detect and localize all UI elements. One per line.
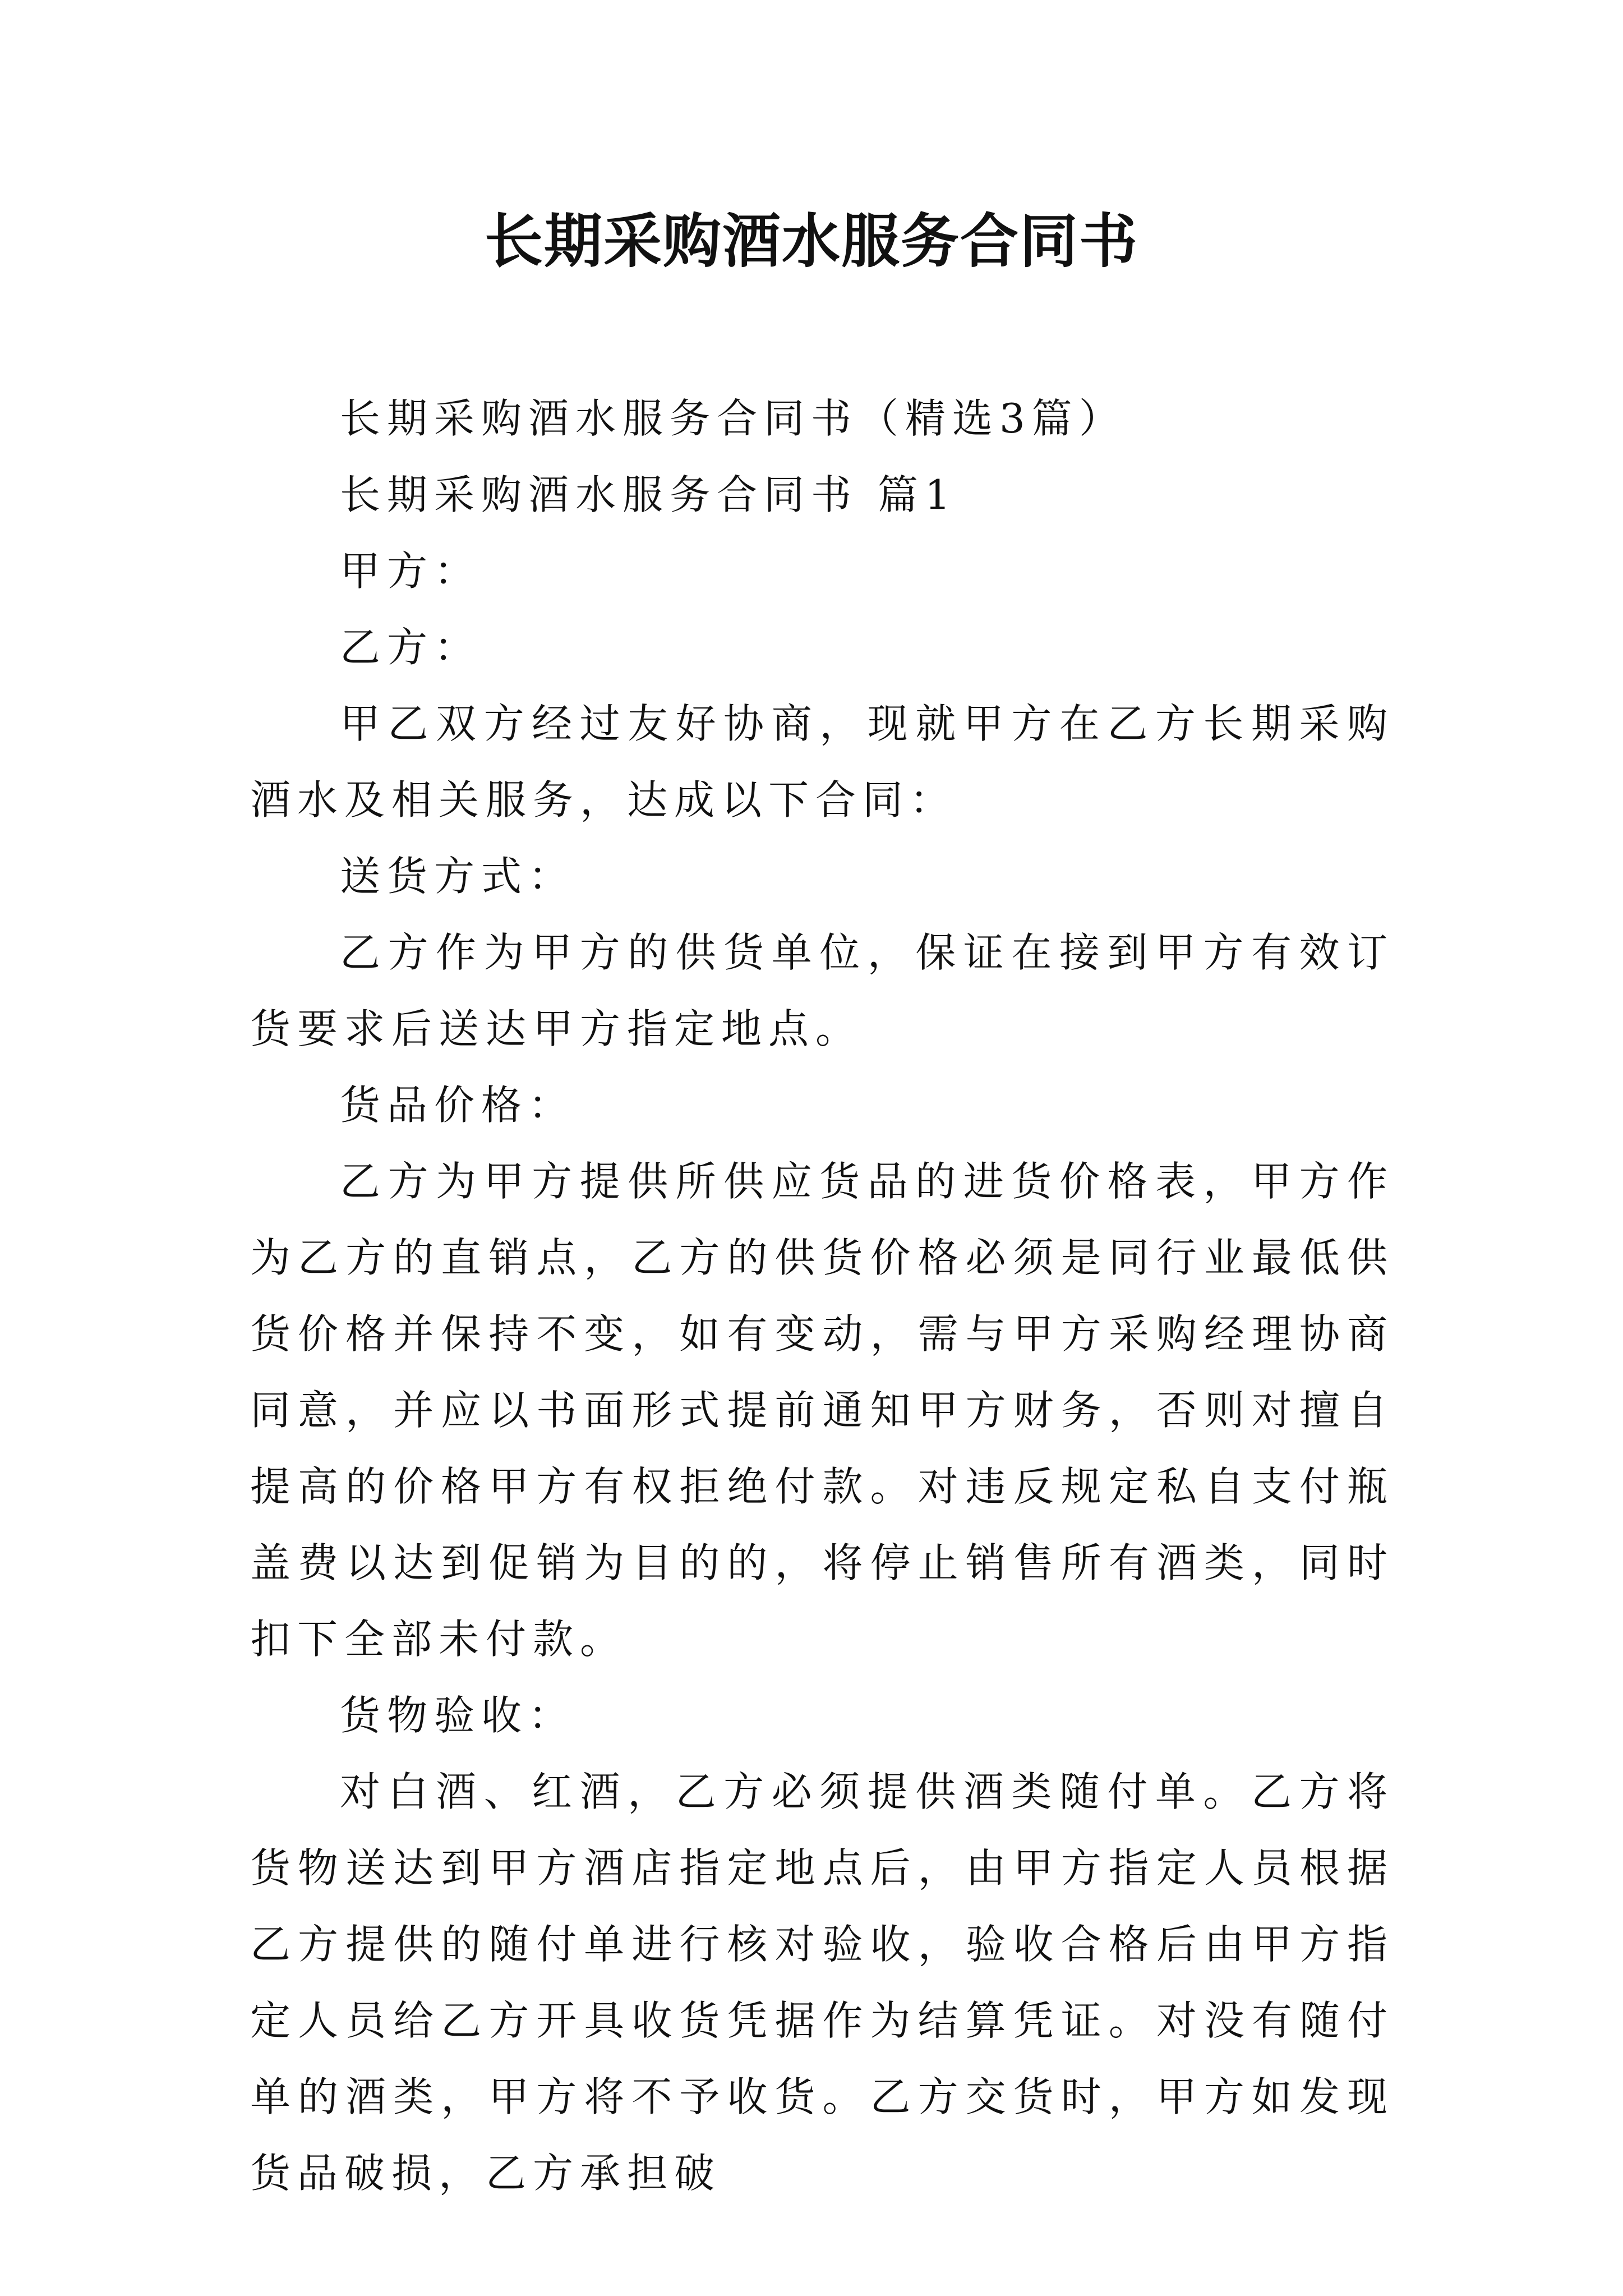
document-body: [250, 380, 1394, 2211]
paragraph-preamble: 甲乙双方经过友好协商，现就甲方在乙方长期采购酒水及相关服务，达成以下合同：: [250, 700, 1394, 823]
paragraph-price-text: 乙方为甲方提供所供应货品的进货价格表，甲方作为乙方的直销点，乙方的供货价格必须是同行业最低供货价格并保持不变，如有变动，需与甲方采购经理协商同意，并应以书面形式提前通知甲方财务，否则对擅自提高的价格甲方有权拒绝付款。对违反规定私自支付瓶盖费以达到促销为目的的，将停止销售所有酒类，同时扣下全部未付款。: [250, 1158, 1394, 1663]
paragraph-inspection-heading: 货物验收：: [340, 1692, 576, 1739]
paragraph-delivery-text: 乙方作为甲方的供货单位，保证在接到甲方有效订货要求后送达甲方指定地点。: [250, 929, 1394, 1052]
document-title: 长期采购酒水服务合同书: [484, 206, 1138, 275]
paragraph-party-a: 甲方：: [340, 547, 482, 595]
paragraph-section-heading: 长期采购酒水服务合同书 篇1: [340, 471, 957, 518]
paragraph-inspection-text: 对白酒、红酒，乙方必须提供酒类随付单。乙方将货物送达到甲方酒店指定地点后，由甲方指定人员根据乙方提供的随付单进行核对验收，验收合格后由甲方指定人员给乙方开具收货凭据作为结算凭证。对没有随付单的酒类，甲方将不予收货。乙方交货时，甲方如发现货品破损，乙方承担破: [250, 1768, 1394, 2197]
paragraph-delivery-heading: 送货方式：: [340, 853, 576, 900]
paragraph-party-b: 乙方：: [340, 624, 482, 671]
paragraph-price-heading: 货品价格：: [340, 1082, 576, 1129]
paragraph-subtitle: 长期采购酒水服务合同书（精选3篇）: [340, 395, 1126, 442]
